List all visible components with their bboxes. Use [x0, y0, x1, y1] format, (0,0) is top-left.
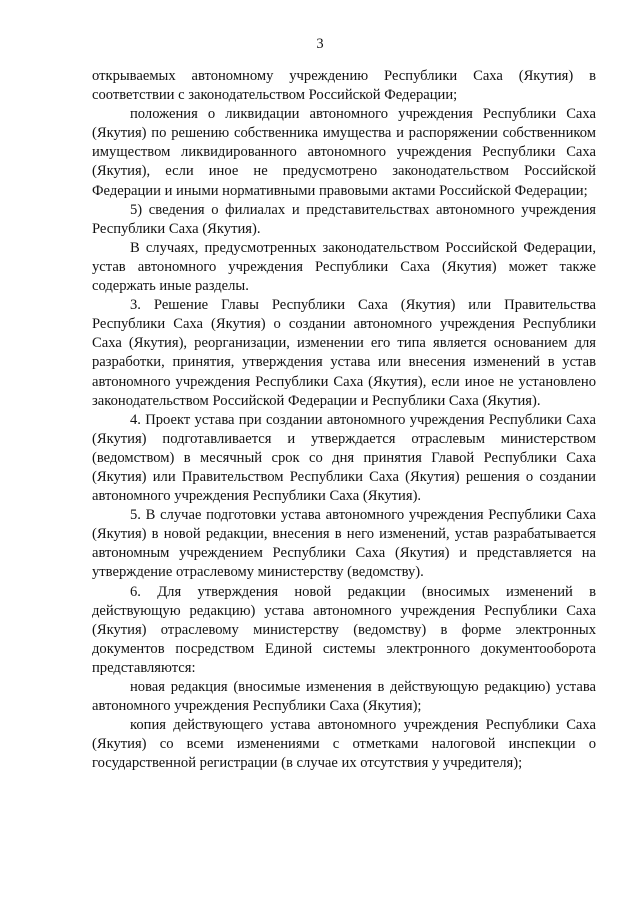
document-body	[92, 67, 596, 773]
paragraph: копия действующего устава автономного учреждения Республики Саха (Якутия) со всеми изменениями с отметками налоговой инспекции о государственной регистрации (в случае их отсутствия у учредителя);	[92, 717, 596, 772]
paragraph: 6. Для утверждения новой редакции (вносимых изменений в действующую редакцию) устава автономного учреждения Республики Саха (Якутия) отраслевому министерству (ведомству) в форме электронных документов посредством Единой системы электронного документооборота представляются:	[92, 583, 596, 676]
paragraph: 4. Проект устава при создании автономного учреждения Республики Саха (Якутия) подготавливается и утверждается отраслевым министерством (ведомством) в месячный срок со дня принятия Главой Республики Саха (Якутия) или Правительством Республики Саха (Якутия) решения о создании автономного учреждения Республики Саха (Якутия).	[92, 411, 596, 505]
page-number: 3	[316, 36, 324, 52]
paragraph-continuation: открываемых автономному учреждению Республики Саха (Якутия) в соответствии с законодательством Российской Федерации;	[92, 68, 596, 104]
paragraph: новая редакция (вносимые изменения в действующую редакцию) устава автономного учреждения Республики Саха (Якутия);	[92, 679, 596, 715]
paragraph: 5. В случае подготовки устава автономного учреждения Республики Саха (Якутия) в новой редакции, внесения в него изменений, устав разрабатывается автономным учреждением Республики Саха (Якутия) и представляется на утверждение отраслевому министерству (ведомству).	[92, 507, 596, 581]
paragraph: 5) сведения о филиалах и представительствах автономного учреждения Республики Саха (Якутия).	[92, 201, 596, 237]
paragraph: положения о ликвидации автономного учреждения Республики Саха (Якутия) по решению собственника имущества и распоряжении собственником имуществом ликвидированного автономного учреждения Республики Саха (Якутия), если иное не предусмотрено законодательством Российской Федерации и иными нормативными правовыми актами Российской Федерации;	[92, 106, 596, 199]
paragraph: 3. Решение Главы Республики Саха (Якутия) или Правительства Республики Саха (Якутия) о создании автономного учреждения Республики Саха (Якутия), реорганизации, изменении его типа является основанием для разработки, принятия, утверждения устава или внесения изменений в устав автономного учреждения Республики Саха (Якутия), если иное не установлено законодательством Российской Федерации и Республики Саха (Якутия).	[92, 297, 596, 409]
paragraph: В случаях, предусмотренных законодательством Российской Федерации, устав автономного учреждения Республики Саха (Якутия) может также содержать иные разделы.	[92, 239, 596, 295]
